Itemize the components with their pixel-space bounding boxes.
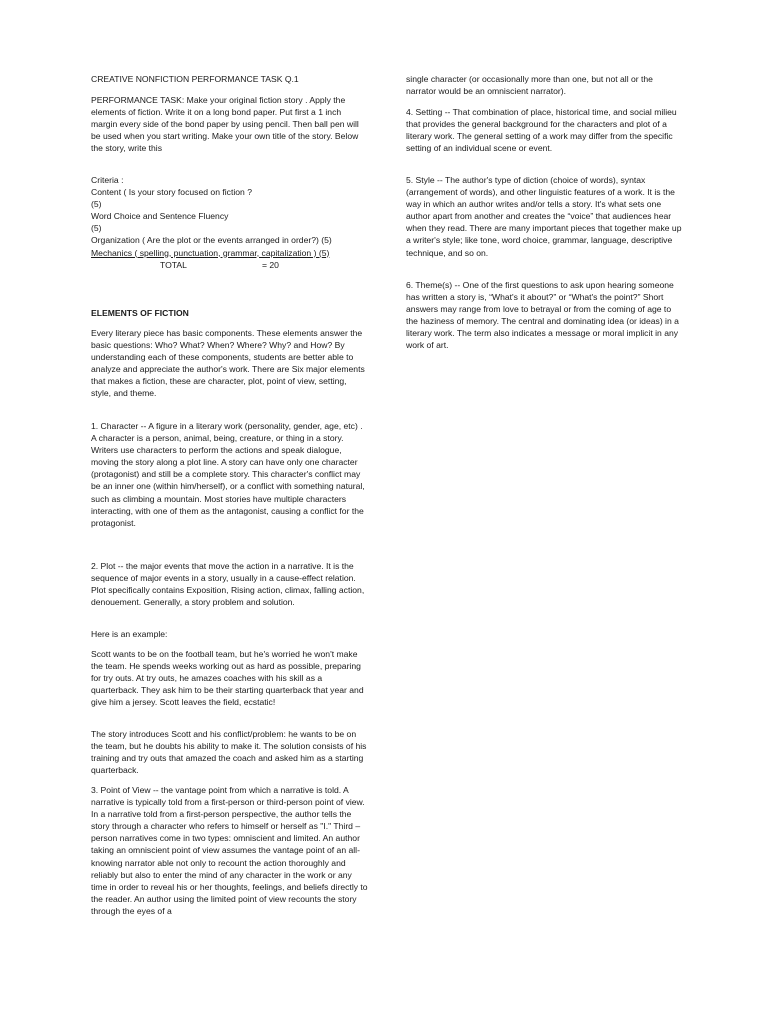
point-of-view-continued: single character (or occasionally more than one, but not all or the narrator would be an omniscient narrator). bbox=[406, 74, 653, 97]
criteria-total-row bbox=[91, 259, 368, 271]
document-header: CREATIVE NONFICTION PERFORMANCE TASK Q.1 bbox=[91, 74, 299, 84]
performance-task-paragraph: PERFORMANCE TASK: Make your original fiction story . Apply the elements of fiction. Write it on a long bond paper. Put first a 1 inch margin every side of the bond paper by using pencil. Then ball pen will be used when you start writing. Make your own title of the story. Below the story, write this bbox=[91, 95, 359, 154]
total-label: TOTAL bbox=[160, 259, 187, 270]
criteria-title: Criteria : bbox=[91, 175, 124, 185]
character-paragraph: 1. Character -- A figure in a literary work (personality, gender, age, etc) . A character is a person, animal, being, creature, or thing in a story. Writers use characters to perform the actions and speak dialogue, moving the story along a plot line. A story can have only one character (protagonist) and still be a complete story. This character's conflict may be an inner one (within him/herself), or a conflict with something natural, such as climbing a mountain. Most stories have multiple characters interacting, with one of them as the antagonist, causing a conflict for the protagonist. bbox=[91, 421, 365, 528]
plot-paragraph: 2. Plot -- the major events that move the action in a narrative. It is the sequence of major events in a story, usually in a cause-effect relation. Plot specifically contains Exposition, Rising action, climax, falling action, denouement. Generally, a story problem and solution. bbox=[91, 561, 365, 608]
setting-paragraph: 4. Setting -- That combination of place, historical time, and social milieu that provides the general background for the characters and plot of a literary work. The general setting of a work may differ from the specific setting of an individual scene or event. bbox=[406, 107, 677, 154]
analysis-paragraph: The story introduces Scott and his conflict/problem: he wants to be on the team, but he doubts his ability to make it. The solution consists of his training and try outs that amazed the coach and asked him as a starting quarterback. bbox=[91, 729, 367, 776]
criteria-list bbox=[91, 174, 368, 271]
criteria-word-choice: Word Choice and Sentence Fluency bbox=[91, 211, 229, 222]
criteria-content: Content ( Is your story focused on fiction ? bbox=[91, 187, 252, 198]
point-of-view-paragraph: 3. Point of View -- the vantage point from which a narrative is told. A narrative is typically told from a first-person or third-person point of view. In a narrative told from a first-person perspective, the author tells the story through a character who refers to himself or herself as "I." Third –person narratives come in two types: omniscient and limited. An author taking an omniscient point of view assumes the vantage point of an all-knowing narrator able not only to recount the action thoroughly and reliably but also to enter the mind of any character in the work or any time in order to reveal his or her thoughts, feelings, and beliefs directly to the reader. An author using the limited point of view recounts the story through the eyes of a bbox=[91, 785, 368, 916]
style-paragraph: 5. Style -- The author's type of diction (choice of words), syntax (arrangement of words), and other linguistic features of a work. It is the way in which an author writes and/or tells a story. It's what sets one author apart from another and creates the “voice” that audiences hear when they read. There are many important pieces that together make up a writer's style; like tone, word choice, grammar, language, descriptive technique, and so on. bbox=[406, 175, 682, 258]
criteria-word-choice-points: (5) bbox=[91, 223, 102, 234]
example-paragraph: Scott wants to be on the football team, but he's worried he won't make the team. He spends weeks working out as hard as possible, preparing for try outs. At try outs, he amazes coaches with his skill as a quarterback. They ask him to be their starting quarterback that year and give him a jersey. Scott leaves the field, ecstatic! bbox=[91, 649, 364, 708]
criteria-mechanics: Mechanics ( spelling, punctuation, grammar, capitalization ) (5) bbox=[91, 247, 330, 258]
theme-paragraph: 6. Theme(s) -- One of the first questions to ask upon hearing someone has written a story is, “What's it about?” or “What's the point?” Short answers may range from love to betrayal or from the coming of age to the haziness of memory. The central and dominating idea (or ideas) in a literary work. The term also indicates a message or moral implicit in any work of art. bbox=[406, 280, 679, 351]
example-label: Here is an example: bbox=[91, 629, 168, 639]
elements-of-fiction-heading: ELEMENTS OF FICTION bbox=[91, 308, 189, 318]
criteria-organization: Organization ( Are the plot or the events arranged in order?) (5) bbox=[91, 235, 332, 246]
intro-paragraph: Every literary piece has basic components. These elements answer the basic questions: Who? What? When? Where? Why? and How? By understanding each of these components, students are better able to analyze and appreciate the author's work. There are Six major elements that makes a fiction, these are character, plot, point of view, setting, style, and theme. bbox=[91, 328, 365, 399]
criteria-content-points: (5) bbox=[91, 199, 102, 210]
total-value: = 20 bbox=[262, 259, 279, 270]
